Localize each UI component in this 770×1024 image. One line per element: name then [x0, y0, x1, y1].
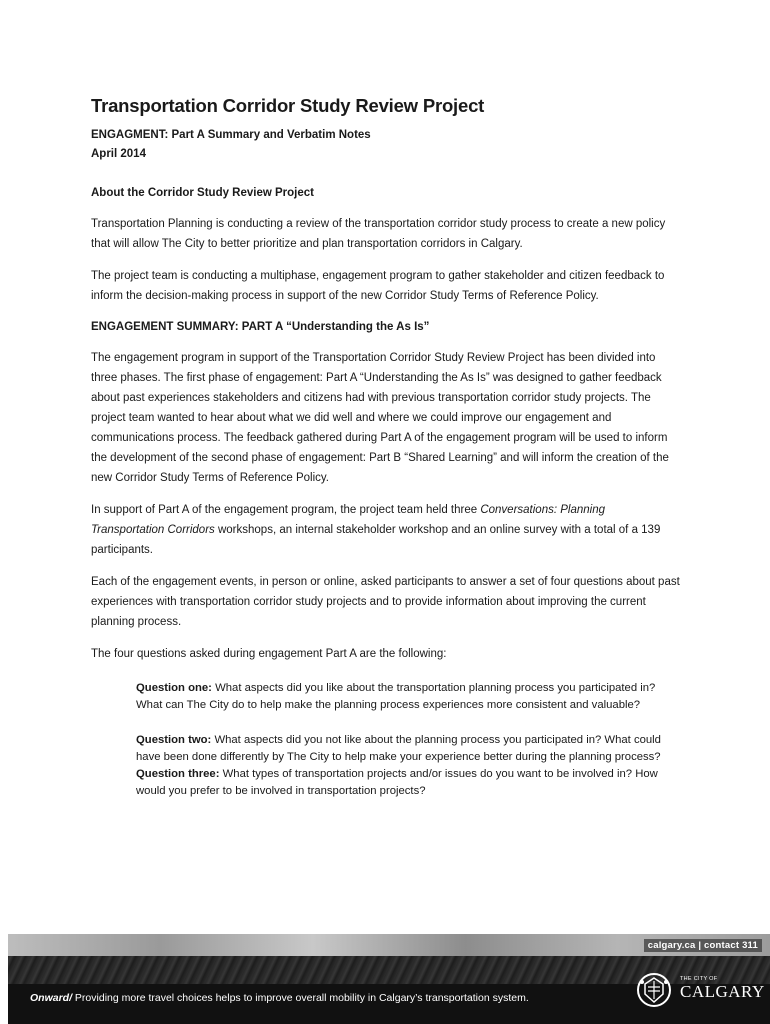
question-two: Question two: What aspects did you not like about the planning process you participated in? What could have been done differently by The City to help make your experience better during the planning process? [136, 734, 661, 763]
city-logo [634, 968, 764, 1012]
about-heading: About the Corridor Study Review Project [91, 187, 314, 199]
logo-wordmark: CALGARY [680, 982, 765, 1001]
document-body [91, 94, 681, 800]
document-date: April 2014 [91, 148, 146, 160]
summary-paragraph-2: In support of Part A of the engagement program, the project team held three Conversations: Planning Transportation Corridors workshops, an internal stakeholder workshop and an online survey with a total of a 139 participants. [91, 504, 661, 556]
footer-tagline: Onward/ Providing more travel choices helps to improve overall mobility in Calgary’s transportation system. [30, 992, 529, 1004]
logo-small-text: THE CITY OF [680, 976, 718, 982]
contact-link[interactable]: calgary.ca | contact 311 [644, 939, 762, 952]
question-one: Question one: What aspects did you like about the transportation planning process you participated in? What can The City do to help make the planning process experiences more consistent and valuable? [136, 682, 656, 711]
question-three: Question three: What types of transportation projects and/or issues do you want to be involved in? How would you prefer to be involved in transportation projects? [136, 768, 658, 797]
summary-paragraph-1: The engagement program in support of the Transportation Corridor Study Review Project has been divided into three phases. The first phase of engagement: Part A “Understanding the As Is” was designed to gather feedback about past experiences stakeholders and citizens had with previous transportation corridor study projects. The project team wanted to hear about what we did well and where we could improve our engagement and communications process. The feedback gathered during Part A of the engagement program will be used to inform the development of the second phase of engagement: Part B “Shared Learning” and will inform the creation of the new Corridor Study Terms of Reference Policy. [91, 352, 669, 484]
city-crest-icon [634, 970, 674, 1010]
summary-paragraph-3: Each of the engagement events, in person or online, asked participants to answer a set of four questions about past experiences with transportation corridor study projects and to provide information about improving the current planning process. [91, 576, 680, 628]
about-paragraph-1: Transportation Planning is conducting a review of the transportation corridor study process to create a new policy that will allow The City to better prioritize and plan transportation corridors in Calgary. [91, 218, 666, 250]
document-title: Transportation Corridor Study Review Project [91, 95, 485, 116]
footer-banner [8, 934, 770, 1024]
document-subtitle: ENGAGMENT: Part A Summary and Verbatim Notes [91, 129, 371, 141]
summary-paragraph-4: The four questions asked during engagement Part A are the following: [91, 648, 447, 660]
workshop-name: Conversations: Planning Transportation Corridors [91, 504, 605, 536]
summary-heading: ENGAGEMENT SUMMARY: PART A “Understanding the As Is” [91, 321, 430, 333]
about-paragraph-2: The project team is conducting a multiphase, engagement program to gather stakeholder and citizen feedback to inform the decision-making process in support of the new Corridor Study Terms of Reference Policy. [91, 270, 665, 302]
